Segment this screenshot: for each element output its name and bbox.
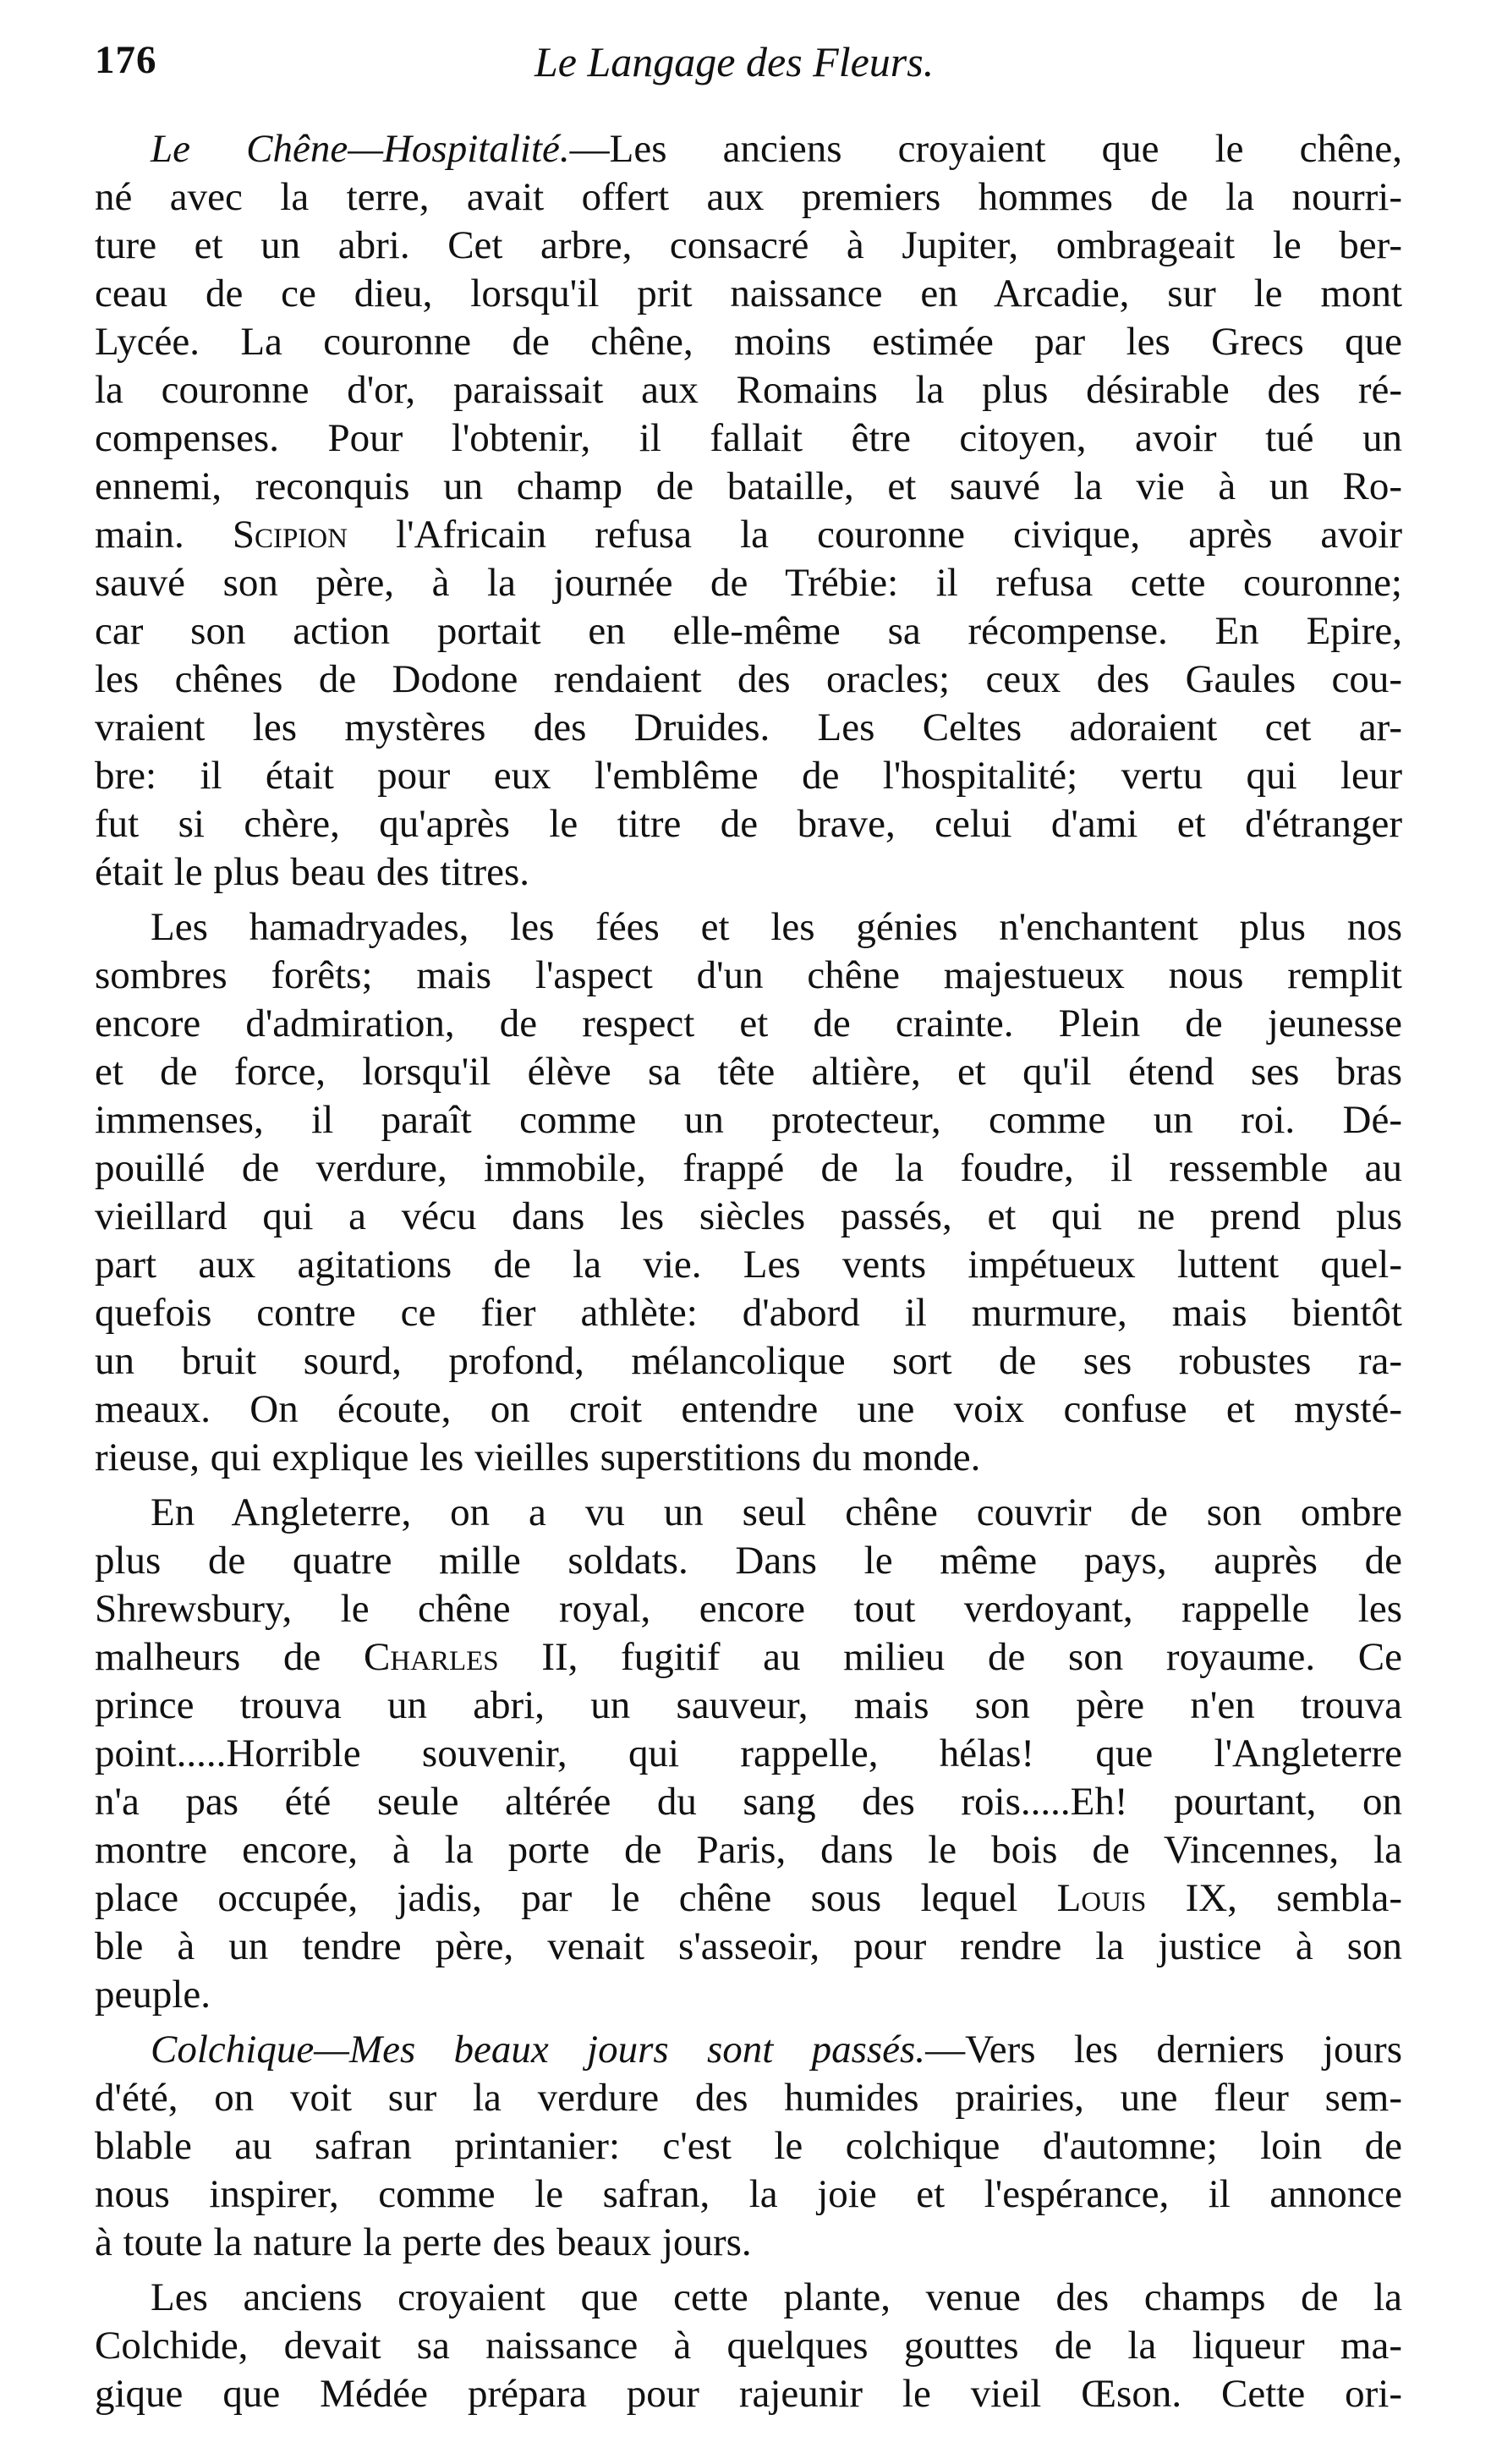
text-line bbox=[95, 1048, 1402, 1096]
line-text: Les anciens croyaient que cette plante, venue des champs de la bbox=[151, 2275, 1402, 2319]
line-text: compenses. Pour l'obtenir, il fallait être citoyen, avoir tué un bbox=[95, 416, 1402, 460]
line-text: part aux agitations de la vie. Les vents impétueux luttent quel- bbox=[95, 1243, 1402, 1287]
text-line bbox=[95, 318, 1402, 366]
line-text: fut si chère, qu'après le titre de brave, celui d'ami et d'étranger bbox=[95, 802, 1402, 846]
line-text: , fugitif au milieu de son royaume. Ce bbox=[567, 1635, 1402, 1679]
line-text: car son action portait en elle-même sa récompense. En Epire, bbox=[95, 609, 1402, 653]
proper-name: Scipion bbox=[232, 513, 348, 557]
text-line bbox=[95, 1633, 1402, 1682]
entry-heading: Le Chêne—Hospitalité. bbox=[151, 127, 570, 171]
text-line bbox=[95, 2074, 1402, 2122]
proper-name: Louis bbox=[1056, 1876, 1147, 1920]
paragraph bbox=[95, 2026, 1402, 2267]
text-line bbox=[95, 1730, 1402, 1778]
text-line bbox=[95, 1241, 1402, 1289]
line-text: gique que Médée prépara pour rajeunir le vieil Œson. Cette ori- bbox=[95, 2372, 1402, 2416]
proper-name: Charles II bbox=[363, 1635, 568, 1679]
running-head bbox=[95, 37, 1397, 96]
text-line bbox=[95, 1000, 1402, 1048]
line-text: ble à un tendre père, venait s'asseoir, pour rendre la justice à son bbox=[95, 1924, 1402, 1968]
body-text bbox=[95, 125, 1402, 2418]
line-text: quefois contre ce fier athlète: d'abord il murmure, mais bientôt bbox=[95, 1291, 1402, 1335]
line-text-before: malheurs de bbox=[95, 1635, 364, 1679]
text-line bbox=[95, 270, 1402, 318]
text-line bbox=[95, 511, 1402, 559]
line-text: pouillé de verdure, immobile, frappé de la foudre, il ressemble au bbox=[95, 1146, 1402, 1190]
paragraph-gap bbox=[95, 2267, 1402, 2274]
line-text-before: place occupée, jadis, par le chêne sous lequel bbox=[95, 1876, 1057, 1920]
text-line bbox=[95, 1585, 1402, 1633]
text-line bbox=[95, 607, 1402, 656]
line-text: blable au safran printanier: c'est le colchique d'automne; loin de bbox=[95, 2124, 1402, 2168]
text-line bbox=[95, 1682, 1402, 1730]
line-text: Colchide, devait sa naissance à quelques gouttes de la liqueur ma- bbox=[95, 2324, 1402, 2368]
line-text: encore d'admiration, de respect et de crainte. Plein de jeunesse bbox=[95, 1002, 1402, 1045]
text-line bbox=[95, 1193, 1402, 1241]
running-title: Le Langage des Fleurs. bbox=[534, 38, 935, 85]
text-line bbox=[95, 1971, 1402, 2019]
text-line bbox=[95, 752, 1402, 800]
line-text: plus de quatre mille soldats. Dans le même pays, auprès de bbox=[95, 1539, 1402, 1583]
text-line bbox=[95, 1778, 1402, 1826]
entry-heading: Colchique—Mes beaux jours sont passés. bbox=[151, 2028, 926, 2072]
line-text: ennemi, reconquis un champ de bataille, et sauvé la vie à un Ro- bbox=[95, 464, 1402, 508]
text-line bbox=[95, 704, 1402, 752]
text-line bbox=[95, 1489, 1402, 1537]
text-line bbox=[95, 1144, 1402, 1193]
line-text: était le plus beau des titres. bbox=[95, 850, 530, 894]
text-line bbox=[95, 222, 1402, 270]
text-line bbox=[95, 1096, 1402, 1144]
line-text: l'Africain refusa la couronne civique, après avoir bbox=[347, 513, 1402, 557]
text-line bbox=[95, 2322, 1402, 2370]
paragraph bbox=[95, 125, 1402, 897]
text-line bbox=[95, 173, 1402, 222]
text-line bbox=[95, 800, 1402, 848]
line-text-before: main. bbox=[95, 513, 233, 557]
text-line bbox=[95, 2122, 1402, 2170]
line-text: point.....Horrible souvenir, qui rappelle, hélas! que l'Angleterre bbox=[95, 1731, 1402, 1775]
paragraph-gap bbox=[95, 1482, 1402, 1489]
line-text: rieuse, qui explique les vieilles superstitions du monde. bbox=[95, 1435, 981, 1479]
text-line bbox=[95, 1537, 1402, 1585]
text-line bbox=[95, 2370, 1402, 2418]
line-text: ceau de ce dieu, lorsqu'il prit naissance en Arcadie, sur le mont bbox=[95, 272, 1402, 316]
line-text: prince trouva un abri, un sauveur, mais son père n'en trouva bbox=[95, 1683, 1402, 1727]
line-text: peuple. bbox=[95, 1973, 211, 2017]
line-text: immenses, il paraît comme un protecteur, comme un roi. Dé- bbox=[95, 1098, 1402, 1142]
page-number: 176 bbox=[95, 38, 157, 82]
line-text: vraient les mystères des Druides. Les Celtes adoraient cet ar- bbox=[95, 705, 1402, 749]
text-line bbox=[95, 366, 1402, 414]
line-text: meaux. On écoute, on croit entendre une voix confuse et mysté- bbox=[95, 1387, 1402, 1431]
line-text: ture et un abri. Cet arbre, consacré à Jupiter, ombrageait le ber- bbox=[95, 223, 1402, 267]
line-text: En Angleterre, on a vu un seul chêne couvrir de son ombre bbox=[151, 1490, 1402, 1534]
text-line bbox=[95, 559, 1402, 607]
line-text: d'été, on voit sur la verdure des humides prairies, une fleur sem- bbox=[95, 2076, 1402, 2120]
line-text: et de force, lorsqu'il élève sa tête altière, et qu'il étend ses bras bbox=[95, 1050, 1402, 1094]
line-text: un bruit sourd, profond, mélancolique sort de ses robustes ra- bbox=[95, 1339, 1402, 1383]
line-text: la couronne d'or, paraissait aux Romains la plus désirable des ré- bbox=[95, 368, 1402, 412]
line-text: Les hamadryades, les fées et les génies n'enchantent plus nos bbox=[151, 905, 1402, 949]
text-line bbox=[95, 414, 1402, 463]
text-line bbox=[95, 848, 1402, 897]
text-line bbox=[95, 2026, 1402, 2074]
text-line bbox=[95, 1923, 1402, 1971]
text-line bbox=[95, 1434, 1402, 1482]
line-text: à toute la nature la perte des beaux jours. bbox=[95, 2220, 752, 2264]
line-text: né avec la terre, avait offert aux premiers hommes de la nourri- bbox=[95, 175, 1402, 219]
text-line bbox=[95, 903, 1402, 952]
paragraph-gap bbox=[95, 2019, 1402, 2026]
line-text: Lycée. La couronne de chêne, moins estimée par les Grecs que bbox=[95, 320, 1402, 364]
line-text: bre: il était pour eux l'emblême de l'hospitalité; vertu qui leur bbox=[95, 754, 1402, 798]
text-line bbox=[95, 952, 1402, 1000]
line-text: —Les anciens croyaient que le chêne, bbox=[569, 127, 1402, 171]
text-line bbox=[95, 125, 1402, 173]
line-text: montre encore, à la porte de Paris, dans le bois de Vincennes, la bbox=[95, 1828, 1402, 1872]
text-line bbox=[95, 656, 1402, 704]
paragraph bbox=[95, 2274, 1402, 2418]
paragraph-gap bbox=[95, 897, 1402, 903]
text-line bbox=[95, 2219, 1402, 2267]
line-text: les chênes de Dodone rendaient des oracles; ceux des Gaules cou- bbox=[95, 657, 1402, 701]
text-line bbox=[95, 1386, 1402, 1434]
line-text: —Vers les derniers jours bbox=[925, 2028, 1402, 2072]
line-text: IX, sembla- bbox=[1146, 1876, 1402, 1920]
line-text: n'a pas été seule altérée du sang des rois.....Eh! pourtant, on bbox=[95, 1780, 1402, 1824]
text-line bbox=[95, 2170, 1402, 2219]
text-line bbox=[95, 463, 1402, 511]
line-text: sombres forêts; mais l'aspect d'un chêne majestueux nous remplit bbox=[95, 953, 1402, 997]
text-line bbox=[95, 1826, 1402, 1874]
paragraph bbox=[95, 903, 1402, 1482]
line-text: nous inspirer, comme le safran, la joie et l'espérance, il annonce bbox=[95, 2172, 1402, 2216]
text-line bbox=[95, 1337, 1402, 1386]
line-text: Shrewsbury, le chêne royal, encore tout verdoyant, rappelle les bbox=[95, 1587, 1402, 1631]
paragraph bbox=[95, 1489, 1402, 2019]
text-line bbox=[95, 1874, 1402, 1923]
line-text: vieillard qui a vécu dans les siècles passés, et qui ne prend plus bbox=[95, 1194, 1402, 1238]
text-line bbox=[95, 1289, 1402, 1337]
text-line bbox=[95, 2274, 1402, 2322]
line-text: sauvé son père, à la journée de Trébie: il refusa cette couronne; bbox=[95, 561, 1402, 605]
